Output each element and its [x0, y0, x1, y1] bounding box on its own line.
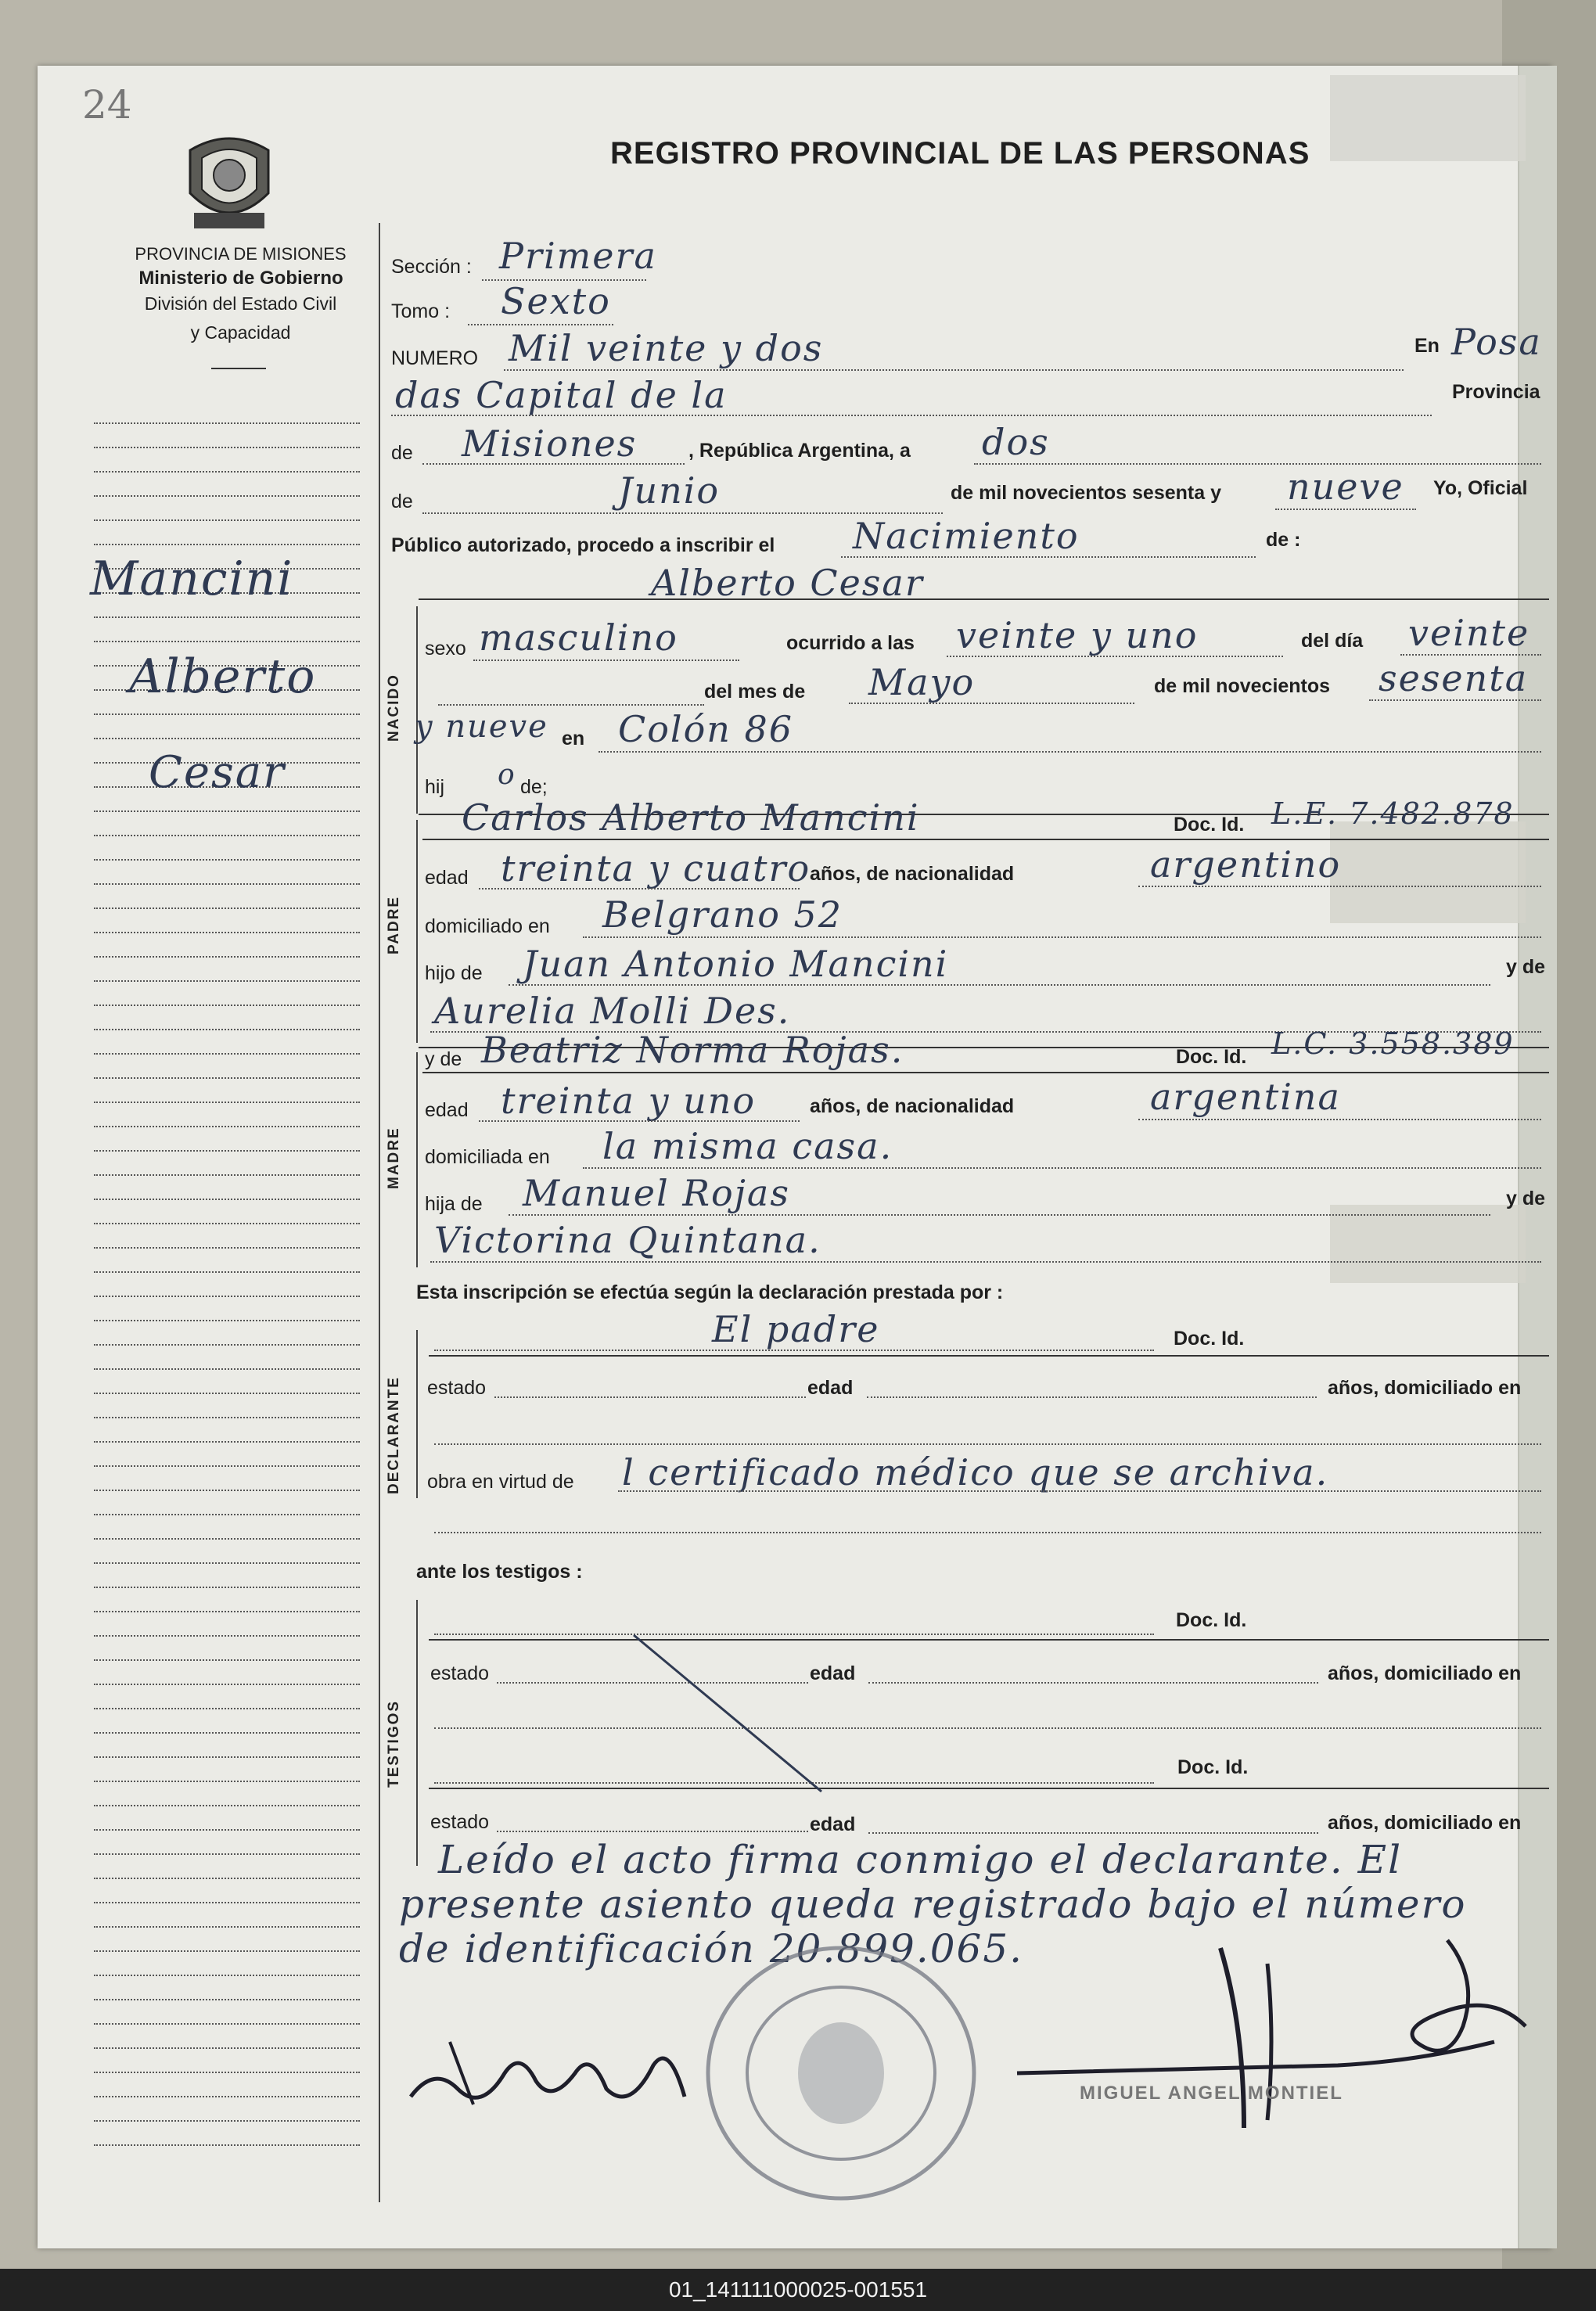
cancel-stroke	[626, 1627, 829, 1799]
margin-ruled-line	[94, 1732, 360, 1734]
tomo-label: Tomo :	[391, 300, 451, 322]
fill-line	[583, 936, 1541, 938]
margin-note-name-2: Cesar	[149, 747, 286, 798]
margin-ruled-line	[94, 1344, 360, 1346]
fill-line	[479, 1120, 800, 1122]
margin-ruled-line	[94, 810, 360, 812]
margin-ruled-line	[94, 883, 360, 885]
testigos-intro-label: ante los testigos :	[416, 1561, 583, 1583]
lugar-value: das Capital de la	[395, 374, 728, 416]
margin-ruled-line	[94, 1781, 360, 1782]
margin-ruled-line	[94, 1247, 360, 1249]
margin-ruled-line	[94, 519, 360, 521]
nacido-section-label: NACIDO	[386, 674, 402, 742]
declarante-nombre-value: El padre	[712, 1308, 880, 1350]
fill-line	[422, 463, 685, 465]
section-bracket	[416, 1052, 418, 1267]
madre-edad-value: treinta y uno	[501, 1080, 757, 1122]
hijo-de-label: de;	[520, 776, 548, 798]
margin-ruled-line	[94, 1417, 360, 1418]
margin-ruled-line	[94, 1223, 360, 1224]
testigo-1-estado-label: estado	[430, 1662, 490, 1684]
margin-ruled-line	[94, 1902, 360, 1903]
fill-line	[868, 1682, 1318, 1684]
declarante-doc-label: Doc. Id.	[1174, 1328, 1245, 1350]
org-line-1: PROVINCIA DE MISIONES	[135, 244, 347, 264]
seccion-label: Sección :	[391, 256, 472, 278]
fill-line	[1138, 886, 1541, 887]
section-rule	[429, 1788, 1549, 1789]
margin-ruled-line	[94, 1878, 360, 1879]
margin-ruled-line	[94, 1708, 360, 1709]
fill-line	[1400, 654, 1541, 656]
fill-line	[434, 1727, 1541, 1729]
madre-domicilio-label: domiciliada en	[425, 1146, 550, 1168]
fill-line	[434, 1443, 1541, 1445]
madre-edad-label: edad	[425, 1099, 469, 1121]
padre-nombre-value: Carlos Alberto Mancini	[462, 796, 920, 839]
margin-ruled-line	[94, 1926, 360, 1928]
provincial-seal-icon	[178, 127, 280, 236]
page-number: 24	[82, 82, 132, 128]
madre-domicilio-value: la misma casa.	[602, 1125, 893, 1167]
fill-line	[430, 1261, 1541, 1263]
official-stamp-icon	[700, 1940, 982, 2206]
margin-ruled-line	[94, 738, 360, 739]
nacido-mes-value: Mayo	[868, 661, 976, 703]
margin-ruled-line	[94, 1562, 360, 1564]
acto-value: Nacimiento	[853, 515, 1080, 557]
fill-line	[468, 324, 613, 325]
declarante-section-label: DECLARANTE	[386, 1376, 402, 1494]
en-label: En	[1414, 335, 1440, 357]
closing-note-line-1: Leído el acto firma conmigo el declarante. El	[438, 1837, 1403, 1882]
testigo-1-edad-label: edad	[810, 1662, 856, 1684]
madre-nacionalidad-value: argentina	[1150, 1076, 1341, 1118]
padre-hijo-de-label: hijo de	[425, 962, 483, 984]
fill-line	[849, 703, 1134, 704]
madre-madre-value: Victorina Quintana.	[434, 1219, 821, 1261]
padre-doc-value: L.E. 7.482.878	[1271, 796, 1515, 831]
margin-ruled-line	[94, 1102, 360, 1103]
section-bracket	[416, 820, 418, 1043]
section-rule	[422, 1072, 1549, 1073]
padre-madre-value: Aurelia Molli Des.	[434, 990, 791, 1032]
fill-line	[509, 984, 1490, 986]
hora-value: veinte y uno	[956, 614, 1199, 656]
margin-ruled-line	[94, 1756, 360, 1758]
margin-ruled-line	[94, 1199, 360, 1200]
margin-ruled-line	[94, 1077, 360, 1079]
testigo-2-estado-label: estado	[430, 1811, 490, 1833]
padre-y-de-label: y de	[1506, 956, 1546, 978]
margin-ruled-line	[94, 471, 360, 473]
nacido-anio-value: sesenta	[1379, 657, 1529, 699]
margin-ruled-line	[94, 447, 360, 448]
margin-ruled-line	[94, 1150, 360, 1152]
margin-ruled-line	[94, 1999, 360, 2000]
fill-line	[509, 1214, 1490, 1216]
de-label-2: de	[391, 491, 413, 512]
anio-label: de mil novecientos sesenta y	[951, 482, 1221, 504]
padre-nacionalidad-label: años, de nacionalidad	[810, 863, 1015, 885]
section-rule	[419, 598, 1549, 600]
mes-value: Junio	[618, 469, 721, 512]
fill-line	[868, 1832, 1318, 1834]
madre-section-label: MADRE	[386, 1127, 402, 1189]
margin-ruled-line	[94, 1490, 360, 1491]
fill-line	[1138, 1119, 1541, 1120]
fill-line	[974, 463, 1541, 465]
margin-ruled-line	[94, 1829, 360, 1831]
divider	[211, 368, 266, 369]
section-rule	[429, 1355, 1549, 1357]
padre-doc-label: Doc. Id.	[1174, 814, 1245, 836]
fill-line	[1369, 699, 1541, 701]
publico-label: Público autorizado, procedo a inscribir el	[391, 534, 775, 556]
closing-note-line-3: de identificación 20.899.065.	[399, 1926, 1024, 1971]
tape-patch	[1330, 75, 1526, 161]
margin-ruled-line	[94, 859, 360, 861]
declarante-estado-label: estado	[427, 1377, 487, 1399]
margin-ruled-line	[94, 495, 360, 497]
margin-ruled-line	[94, 2072, 360, 2073]
margin-ruled-line	[94, 641, 360, 642]
madre-doc-value: L.C. 3.558.389	[1271, 1026, 1515, 1061]
nacido-dia-value: veinte	[1408, 612, 1530, 654]
margin-ruled-line	[94, 422, 360, 424]
margin-ruled-line	[94, 2047, 360, 2049]
fill-line	[434, 1350, 1154, 1351]
margin-ruled-line	[94, 1465, 360, 1467]
oficial-label: Yo, Oficial	[1433, 477, 1528, 499]
margin-ruled-line	[94, 1005, 360, 1006]
testigo-1-doc-label: Doc. Id.	[1176, 1609, 1247, 1631]
madre-y-de-label-2: y de	[1506, 1188, 1546, 1209]
fill-line	[497, 1831, 808, 1832]
org-line-2: Ministerio de Gobierno	[138, 268, 343, 289]
margin-ruled-line	[94, 1587, 360, 1588]
tape-patch	[1330, 1205, 1526, 1283]
margin-ruled-line	[94, 980, 360, 982]
margin-ruled-line	[94, 932, 360, 933]
republica-label: , República Argentina, a	[688, 440, 911, 462]
nacido-en-label: en	[562, 728, 585, 749]
fill-line	[583, 1167, 1541, 1169]
margin-ruled-line	[94, 1805, 360, 1806]
page-title: REGISTRO PROVINCIAL DE LAS PERSONAS	[610, 136, 1310, 171]
margin-ruled-line	[94, 908, 360, 909]
margin-ruled-line	[94, 1320, 360, 1321]
section-rule	[429, 1639, 1549, 1641]
margin-ruled-line	[94, 1053, 360, 1055]
page-column-divider	[379, 223, 380, 2202]
fill-line	[1275, 509, 1416, 510]
testigo-2-edad-label: edad	[810, 1813, 856, 1835]
testigo-1-anios-label: años, domiciliado en	[1328, 1662, 1522, 1684]
padre-padre-value: Juan Antonio Mancini	[523, 943, 949, 985]
padre-domicilio-value: Belgrano 52	[602, 893, 843, 936]
testigo-2-doc-label: Doc. Id.	[1177, 1756, 1249, 1778]
margin-ruled-line	[94, 1271, 360, 1273]
org-line-4: y Capacidad	[190, 322, 291, 343]
margin-ruled-line	[94, 1950, 360, 1952]
sexo-value: masculino	[479, 616, 678, 659]
madre-nombre-value: Beatriz Norma Rojas.	[481, 1029, 904, 1071]
fill-line	[504, 369, 1404, 371]
margin-ruled-line	[94, 1853, 360, 1855]
fill-line	[473, 660, 739, 661]
margin-ruled-line	[94, 1029, 360, 1030]
fill-line	[434, 1532, 1541, 1533]
padre-edad-value: treinta y cuatro	[501, 847, 811, 890]
margin-ruled-line	[94, 1393, 360, 1394]
margin-ruled-line	[94, 956, 360, 958]
anio-value: nueve	[1287, 465, 1404, 508]
en-value: Posa	[1451, 321, 1542, 363]
margin-ruled-line	[94, 1659, 360, 1661]
image-id-footer: 01_141111000025-001551	[0, 2269, 1596, 2311]
fill-line	[867, 1396, 1317, 1398]
nacido-anio-label: de mil novecientos	[1154, 675, 1331, 697]
margin-ruled-line	[94, 544, 360, 545]
stamp-name: MIGUEL ANGEL MONTIEL	[1080, 2083, 1343, 2104]
section-rule	[422, 839, 1549, 840]
de-label: de	[391, 442, 413, 464]
madre-doc-label: Doc. Id.	[1176, 1046, 1247, 1068]
nombre-value: Alberto Cesar	[651, 562, 924, 604]
margin-ruled-line	[94, 1126, 360, 1127]
nacido-lugar-value: Colón 86	[618, 708, 794, 750]
margin-ruled-line	[94, 2096, 360, 2097]
section-bracket	[416, 1600, 418, 1866]
declarant-signature-icon	[403, 2018, 716, 2120]
madre-y-de-label: y de	[425, 1048, 462, 1070]
fill-line	[618, 1490, 1541, 1492]
testigo-2-anios-label: años, domiciliado en	[1328, 1812, 1522, 1834]
numero-label: NUMERO	[391, 347, 479, 369]
margin-ruled-line	[94, 1635, 360, 1637]
section-bracket	[416, 1330, 418, 1498]
margin-ruled-line	[94, 1368, 360, 1370]
margin-ruled-line	[94, 1296, 360, 1297]
hij-label: hij	[425, 776, 445, 798]
madre-padre-value: Manuel Rojas	[523, 1172, 790, 1214]
declarante-edad-label: edad	[807, 1377, 854, 1399]
hijo-value: o	[498, 759, 516, 791]
declarante-intro-label: Esta inscripción se efectúa según la declaración prestada por :	[416, 1281, 1004, 1303]
margin-ruled-line	[94, 1538, 360, 1540]
margin-ruled-line	[94, 1441, 360, 1443]
fill-line	[841, 556, 1256, 558]
de-colon-label: de :	[1266, 529, 1301, 551]
margin-ruled-line	[94, 1611, 360, 1612]
official-signature-icon	[1009, 1932, 1541, 2136]
fill-line	[391, 415, 1432, 416]
margin-ruled-line	[94, 2144, 360, 2146]
testigos-section-label: TESTIGOS	[386, 1699, 402, 1788]
padre-section-label: PADRE	[386, 895, 402, 954]
madre-nacionalidad-label: años, de nacionalidad	[810, 1095, 1015, 1117]
provincia-value: Misiones	[462, 422, 638, 465]
padre-domicilio-label: domiciliado en	[425, 915, 550, 937]
declarante-anios-label: años, domiciliado en	[1328, 1377, 1522, 1399]
fill-line	[479, 888, 800, 890]
padre-nacionalidad-value: argentino	[1150, 843, 1342, 886]
margin-ruled-line	[94, 713, 360, 715]
declarante-obra-label: obra en virtud de	[427, 1471, 574, 1493]
margin-ruled-line	[94, 1975, 360, 1976]
declarante-obra-value: l certificado médico que se archiva.	[622, 1451, 1329, 1493]
madre-hija-de-label: hija de	[425, 1193, 483, 1215]
fill-line	[422, 512, 943, 514]
provincia-label: Provincia	[1452, 381, 1540, 403]
margin-ruled-line	[94, 1514, 360, 1515]
fill-line	[494, 1396, 806, 1398]
margin-ruled-line	[94, 1684, 360, 1685]
padre-edad-label: edad	[425, 867, 469, 889]
tomo-value: Sexto	[501, 280, 611, 322]
closing-note-line-2: presente asiento queda registrado bajo el número	[399, 1882, 1467, 1927]
margin-note-surname: Mancini	[90, 552, 294, 606]
org-line-3: División del Estado Civil	[144, 293, 337, 314]
del-mes-label: del mes de	[704, 681, 806, 703]
numero-value: Mil veinte y dos	[509, 327, 824, 369]
margin-ruled-line	[94, 1174, 360, 1176]
dia-value: dos	[982, 421, 1050, 463]
fill-line	[947, 656, 1283, 657]
margin-ruled-line	[94, 2120, 360, 2122]
margin-ruled-line	[94, 835, 360, 836]
ocurrido-label: ocurrido a las	[786, 632, 915, 654]
fill-line	[438, 704, 704, 706]
margin-ruled-line	[94, 2023, 360, 2025]
margin-ruled-line	[94, 616, 360, 618]
margin-note-name-1: Alberto	[129, 649, 317, 704]
sexo-label: sexo	[425, 638, 466, 660]
del-dia-label: del día	[1301, 630, 1364, 652]
tape-patch	[1330, 821, 1526, 923]
seccion-value: Primera	[499, 235, 657, 277]
nacido-anio-value-2: y nueve	[415, 709, 548, 745]
fill-line	[598, 751, 1541, 753]
